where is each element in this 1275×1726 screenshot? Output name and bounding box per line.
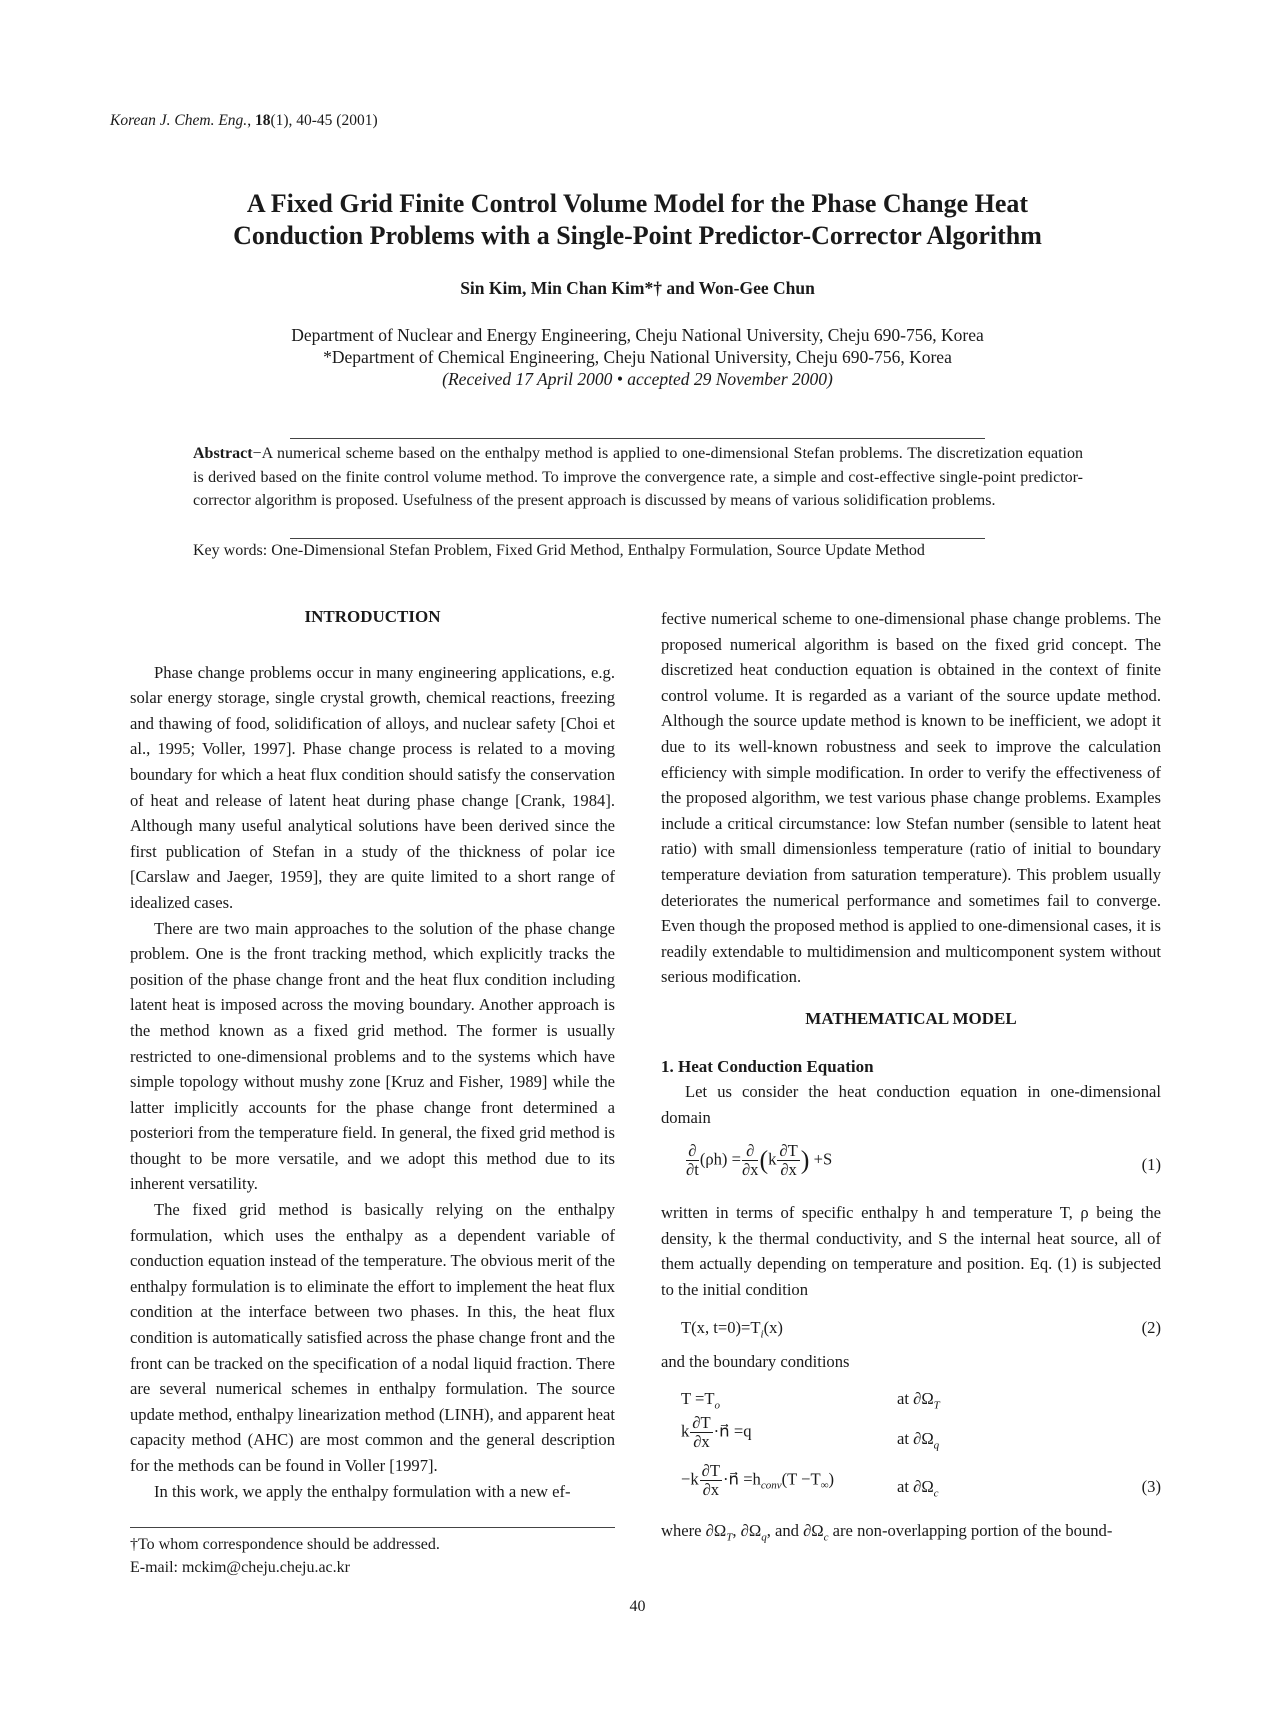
footnote-rule [130,1527,615,1528]
keywords: Key words: One-Dimensional Stefan Problem, Fixed Grid Method, Enthalpy Formulation, Source Update Method [193,542,925,559]
intro-paragraph-2: There are two main approaches to the solution of the phase change problem. One is the front tracking method, which explicitly tracks the position of the phase change front and the heat flux condition including latent heat is imposed across the moving boundary. Another approach is the method known as a fixed grid method. The former is usually restricted to one-dimensional problems and to the systems which have simple topology without mushy zone [Kruz and Fisher, 1989] while the latter implicitly accounts for the phase change front determined a posteriori from the temperature field. In general, the fixed grid method is thought to be more versatile, and we adopt this method due to its inherent versatility. [130,918,615,1194]
journal-citation: Korean J. Chem. Eng., 18(1), 40-45 (2001) [110,112,378,129]
equation-2-lhs: T(x, t=0)=T [681,1317,761,1337]
footnote [130,1533,440,1579]
equation-2 [661,1309,1161,1349]
bc2-domain-sub: q [933,1439,940,1452]
title-line-2: Conduction Problems with a Single-Point Predictor-Corrector Algorithm [233,221,1042,250]
right-paragraph-3: written in terms of specific enthalpy h and temperature T, ρ being the density, k the thermal conductivity, and S the internal heat source, all of them actually depending on temperature and position. Eq. (1) is subjected to the initial condition [661,1203,1161,1300]
affiliation-1: Department of Nuclear and Energy Engineering, Cheju National University, Cheju 690-756, Korea [291,325,984,345]
paper-title [130,188,1145,252]
bc1-domain-sub: T [933,1399,940,1412]
right-paragraph-2: Let us consider the heat conduction equation in one-dimensional domain [661,1082,1161,1127]
affiliation-2: *Department of Chemical Engineering, Cheju National University, Cheju 690-756, Korea [323,347,952,367]
bc1-sub: o [714,1399,720,1412]
mathematical-model-heading: MATHEMATICAL MODEL [805,1008,1017,1028]
bc1-lhs: T =T [681,1389,715,1409]
right-column [661,606,1161,1551]
p5-end: are non-overlapping portion of the bound- [828,1521,1113,1541]
right-paragraph-1: fective numerical scheme to one-dimensional phase change problems. The proposed numerical algorithm is based on the fixed grid concept. The discretized heat conduction equation is obtained in the context of finite control volume. It is regarded as a variant of the source update method. Although the source update method is known to be inefficient, we adopt it due to its well-known robustness and seek to improve the calculation efficiency with simple modification. In order to verify the effectiveness of the proposed algorithm, we test various phase change problems. Examples include a critical circumstance: low Stefan number (sensible to latent heat ratio) with small dimensionless temperature (ratio of initial to boundary temperature deviation from saturation temperature). This problem usually deteriorates the numerical performance and sometimes fail to converge. Even though the proposed method is applied to one-dimensional cases, it is readily extendable to multidimension and multicomponent system without serious modification. [661,609,1161,987]
equation-1: $\frac{\partial}{\partial t}$ (ρh) = $\frac{\partial}{\partial x}$ (k $\frac{\partial T}{\partial x}$ ) +S (1) [686,1141,1161,1180]
equation-2-sub: i [760,1327,764,1340]
bc2-domain: at ∂Ω [897,1429,934,1449]
journal-volume: 18 [254,112,271,129]
p5-start: where ∂Ω [661,1521,727,1541]
affiliations [130,324,1145,390]
heat-conduction-subheading: 1. Heat Conduction Equation [661,1056,874,1076]
equation-3-number: (3) [1141,1477,1161,1497]
footnote-email: E-mail: mckim@cheju.cheju.ac.kr [130,1559,350,1576]
equation-1-number: (1) [1141,1155,1161,1175]
bc1-domain: at ∂Ω [897,1389,934,1409]
p5-mid: , and ∂Ω [766,1521,824,1541]
bc3-domain-sub: c [933,1487,939,1500]
intro-paragraph-3: The fixed grid method is basically relying on the enthalpy formulation, which uses the enthalpy as a dependent variable of conduction equation instead of the temperature. The obvious merit of the enthalpy formulation is to eliminate the effort to implement the heat flux condition at the interface between two phases. In this, the heat flux condition is automatically satisfied across the phase change front and the front can be tracked on the specification of a nodal liquid fraction. There are several numerical schemes in enthalpy formulation. The source update method, enthalpy linearization method (LINH), and apparent heat capacity method (AHC) are most common and the general description for the methods can be found in Voller [1997]. [130,1200,615,1475]
abstract-top-rule [290,438,985,439]
abstract-bottom-rule [290,538,985,539]
right-paragraph-4: and the boundary conditions [661,1351,850,1371]
equation-2-number: (2) [1141,1317,1161,1337]
title-line-1: A Fixed Grid Finite Control Volume Model for the Phase Change Heat [246,189,1029,218]
right-paragraph-5: where $\partial\Omega_T$, $\partial\Omega_q$, and $\partial\Omega_c$ are non-overlapping portion of the bound- [661,1521,1113,1544]
intro-paragraph-1: Phase change problems occur in many engineering applications, e.g. solar energy storage, single crystal growth, chemical reactions, freezing and thawing of food, solidification of alloys, and nuclear safety [Choi et al., 1995; Voller, 1997]. Phase change process is related to a moving boundary for which a heat flux condition should satisfy the conservation of heat and release of latent heat during phase change [Crank, 1984]. Although many useful analytical solutions have been derived since the first publication of Stefan in a study of the thickness of polar ice [Carslaw and Jaeger, 1959], they are quite limited to a short range of idealized cases. [130,662,615,912]
journal-name: Korean J. Chem. Eng. [110,112,248,129]
abstract-label: Abstract [193,445,253,462]
footnote-correspondence: †To whom correspondence should be addressed. [130,1536,440,1553]
abstract [193,442,1083,513]
received-dates: (Received 17 April 2000 • accepted 29 November 2000) [442,369,833,389]
left-column [130,604,615,1504]
page-number: 40 [629,1598,646,1615]
introduction-heading: INTRODUCTION [304,607,441,626]
abstract-text: −A numerical scheme based on the enthalpy method is applied to one-dimensional Stefan problems. The discretization equation is derived based on the finite control volume method. To improve the convergence rate, a simple and cost-effective single-point predictor-corrector algorithm is proposed. Usefulness of the present approach is discussed by means of various solidification problems. [193,445,1083,509]
intro-paragraph-4: In this work, we apply the enthalpy formulation with a new ef- [154,1481,571,1501]
equation-2-tail: (x) [763,1317,783,1337]
authors: Sin Kim, Min Chan Kim*† and Won-Gee Chun [460,278,815,298]
journal-issue: (1), 40-45 (2001) [270,112,378,129]
bc3-domain: at ∂Ω [897,1477,934,1497]
equation-3: $T =T_o$ at $\partial\Omega_T$ k $\frac{\partial T}{\partial x}$ ·n⃗ =q at $\partial\Omega_q$ −k $\frac{\partial T}{\partial x}$ ·n⃗ $=h_{conv}(T -T_\infty)$ at $\partial\Omega_c$ (3) [681,1389,1161,1500]
